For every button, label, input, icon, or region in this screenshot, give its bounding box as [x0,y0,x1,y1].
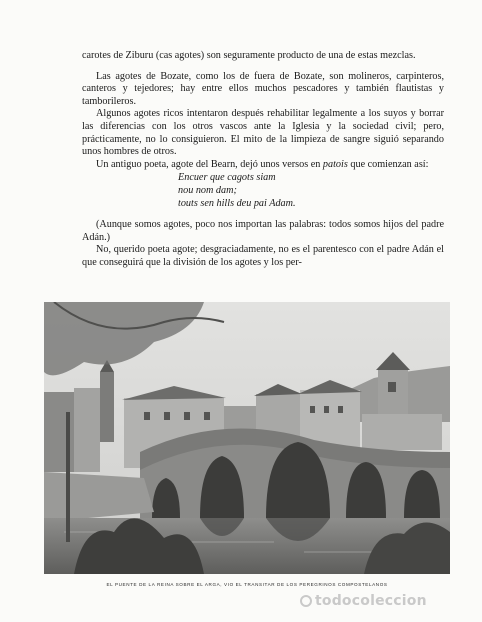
paragraph-6: No, querido poeta agote; desgraciadamente, no es el parentesco con el padre Adán el que conseguirá que la división de los agotes y los per- [82,244,444,268]
paragraph-4-start: Un antiguo poeta, agote del Bearn, dejó unos versos en [96,158,323,170]
photo-caption: EL PUENTE DE LA REINA SOBRE EL ARGA, VIO EL TRANSITAR DE LOS PEREGRINOS COMPOSTELANOS [106,582,388,587]
paragraph-4 [82,159,444,172]
verse-line-1: Encuer que cagots siam [178,172,276,184]
paragraph-4-italic: patois [322,158,348,170]
paragraph-5: (Aunque somos agotes, poco nos importan las palabras: todos somos hijos del padre Adán.) [82,219,444,243]
paragraph-2: Las agotes de Bozate, como los de fuera de Bozate, son molineros, carpinteros, canteros y tejedores; hay entre ellos muchos pescadores y también flautistas y tamborileros. [82,70,444,107]
verse-line-2: nou nom dam; [178,184,237,196]
paragraph-1: carotes de Ziburu (cas agotes) son seguramente producto de una de estas mezclas. [82,50,416,61]
watermark [300,593,427,609]
bridge-photograph [44,302,450,574]
watermark-logo-icon [300,595,312,607]
body-text [82,50,444,270]
verse-line-3: touts sen hills deu pai Adam. [178,197,296,209]
verse-block [82,172,444,210]
paragraph-3: Algunos agotes ricos intentaron después rehabilitar legalmente a los suyos y borrar las diferencias con los otros vascos ante la Iglesia y la sociedad civil; pero, prácticamente, no lo consiguieron. El mito de la limpieza de sangre siguió separando unos hombres de otros. [82,108,444,158]
bridge-photo-drawing [44,302,450,574]
paragraph-4-end: que comienzan así: [347,158,429,170]
watermark-text: todocoleccion [315,593,427,609]
